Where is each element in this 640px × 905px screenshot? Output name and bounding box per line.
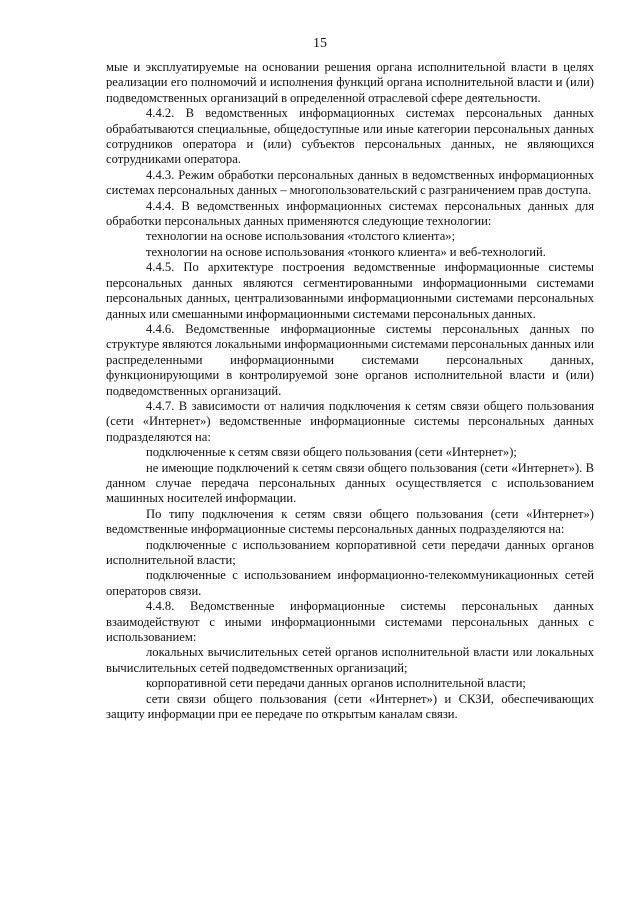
document-body <box>106 60 594 722</box>
list-item-corporate-data-network: корпоративной сети передачи данных органов исполнительной власти; <box>146 676 526 691</box>
paragraph-4-4-8: 4.4.8. Ведомственные информационные системы персональных данных взаимодействуют с иными информационными системами персональных данных с использованием: <box>106 599 594 645</box>
list-item-telecom-networks: подключенные с использованием информационно-телекоммуникационных сетей операторов связи. <box>106 568 594 598</box>
list-item-local-networks: локальных вычислительных сетей органов исполнительной власти или локальных вычислительных сетей подведомственных организаций; <box>106 645 594 675</box>
list-item-corporate-network: подключенные с использованием корпоративной сети передачи данных органов исполнительной власти; <box>106 537 594 567</box>
paragraph-4-4-7: 4.4.7. В зависимости от наличия подключения к сетям связи общего пользования (сети «Интернет») ведомственные информационные системы персональных данных подразделяются на: <box>106 398 594 444</box>
paragraph-4-4-5: 4.4.5. По архитектуре построения ведомственные информационные системы персональных данных являются сегментированными информационными системами персональных данных, централизованными информационными системами персональных данных или смешанными информационными системами персональных данных. <box>106 260 594 321</box>
paragraph-4-4-3: 4.4.3. Режим обработки персональных данных в ведомственных информационных системах персональных данных – многопользовательский с разграничением прав доступа. <box>106 167 594 198</box>
paragraph-4-4-4: 4.4.4. В ведомственных информационных системах персональных данных для обработки персональных данных применяются следующие технологии: <box>106 198 594 229</box>
paragraph-4-4-2: 4.4.2. В ведомственных информационных системах персональных данных обрабатываются специальные, общедоступные или иные категории персональных данных сотрудников оператора и (или) субъектов персональных данных, не являющихся сотрудниками оператора. <box>106 106 594 167</box>
list-item-public-network-skzi: сети связи общего пользования (сети «Интернет») и СКЗИ, обеспечивающих защиту информации при ее передаче по открытым каналам связи. <box>106 691 594 722</box>
list-item-not-connected: не имеющие подключений к сетям связи общего пользования (сети «Интернет»). В данном случае передача персональных данных осуществляется с использованием машинных носителей информации. <box>106 460 594 506</box>
list-item-connected: подключенные к сетям связи общего пользования (сети «Интернет»); <box>146 445 517 460</box>
paragraph-continuation: мые и эксплуатируемые на основании решения органа исполнительной власти в целях реализации его полномочий и исполнения функций органа исполнительной власти и (или) подведомственных организаций в определенной отраслевой сфере деятельности. <box>106 60 594 105</box>
paragraph-connection-type: По типу подключения к сетям связи общего пользования (сети «Интернет») ведомственные информационные системы персональных данных подразделяются на: <box>106 506 594 537</box>
paragraph-4-4-6: 4.4.6. Ведомственные информационные системы персональных данных по структуре являются локальными информационными системами персональных данных или распределенными информационными системами персональных данных, функционирующими в контролируемой зоне органов исполнительной власти и (или) подведомственных организаций. <box>106 321 594 398</box>
list-item-thin-client: технологии на основе использования «тонкого клиента» и веб-технологий. <box>146 244 546 259</box>
page-number: 15 <box>313 36 327 51</box>
list-item-thick-client: технологии на основе использования «толстого клиента»; <box>146 229 456 244</box>
